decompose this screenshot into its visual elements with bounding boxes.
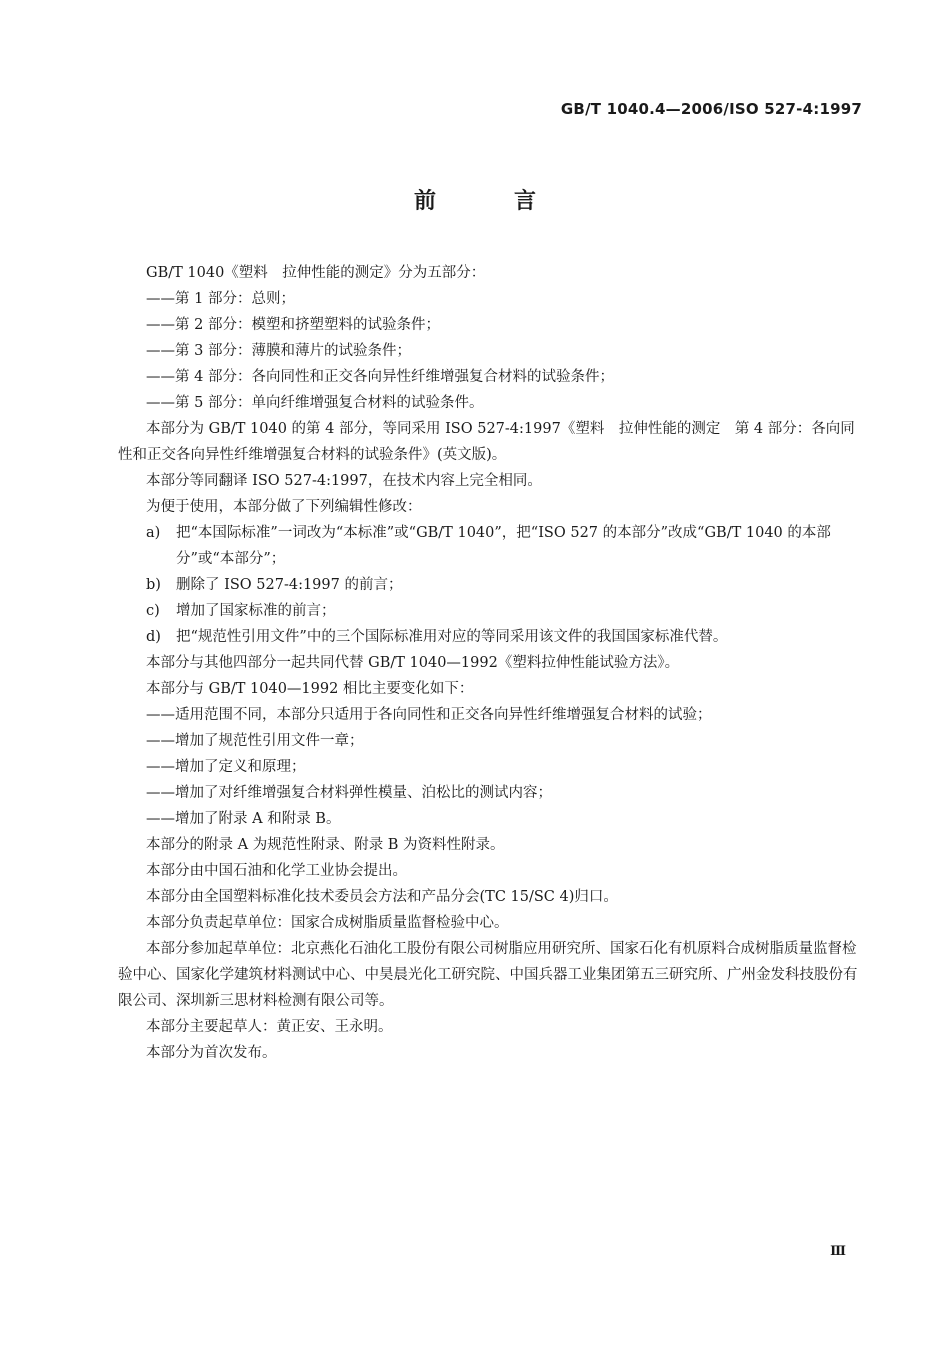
- standard-number: GB/T 1040.4—2006/ISO 527-4:1997: [560, 100, 862, 118]
- list-item: ——增加了附录 A 和附录 B。: [146, 811, 341, 827]
- list-item: ——增加了定义和原理；: [146, 759, 306, 775]
- list-item: ——适用范围不同，本部分只适用于各向同性和正交各向异性纤维增强复合材料的试验；: [146, 707, 712, 723]
- paragraph: 本部分与 GB/T 1040—1992 相比主要变化如下：: [146, 681, 474, 697]
- list-item: ——第 4 部分：各向同性和正交各向异性纤维增强复合材料的试验条件；: [146, 369, 614, 385]
- edit-item: [118, 598, 860, 624]
- list-item: ——第 5 部分：单向纤维增强复合材料的试验条件。: [146, 395, 484, 411]
- paragraph: 本部分由中国石油和化学工业协会提出。: [146, 863, 407, 879]
- edit-text: 增加了国家标准的前言；: [176, 603, 336, 619]
- edit-item: [118, 572, 860, 598]
- list-item: ——第 1 部分：总则；: [146, 291, 295, 307]
- paragraph: 本部分由全国塑料标准化技术委员会方法和产品分会(TC 15/SC 4)归口。: [146, 889, 618, 905]
- edit-marker: c): [146, 603, 160, 619]
- list-item: ——第 2 部分：模塑和挤塑塑料的试验条件；: [146, 317, 440, 333]
- edit-marker: a): [146, 525, 161, 541]
- edit-item: [118, 520, 860, 572]
- paragraph: 本部分为 GB/T 1040 的第 4 部分，等同采用 ISO 527-4:1997《塑料 拉伸性能的测定 第 4 部分：各向同性和正交各向异性纤维增强复合材料的试验条件》(英文版)。: [118, 421, 855, 463]
- edit-marker: d): [146, 629, 161, 645]
- edit-text: 把“本国际标准”一词改为“本标准”或“GB/T 1040”，把“ISO 527 的本部分”改成“GB/T 1040 的本部分”或“本部分”；: [176, 525, 831, 567]
- list-item: ——增加了对纤维增强复合材料弹性模量、泊松比的测试内容；: [146, 785, 552, 801]
- edit-item: [118, 624, 860, 650]
- edit-text: 删除了 ISO 527-4:1997 的前言；: [176, 577, 403, 593]
- paragraph: 本部分的附录 A 为规范性附录、附录 B 为资料性附录。: [146, 837, 505, 853]
- paragraph: 本部分负责起草单位：国家合成树脂质量监督检验中心。: [146, 915, 509, 931]
- paragraph: 本部分等同翻译 ISO 527-4:1997，在技术内容上完全相同。: [146, 473, 542, 489]
- paragraph: 本部分参加起草单位：北京燕化石油化工股份有限公司树脂应用研究所、国家石化有机原料合成树脂质量监督检验中心、国家化学建筑材料测试中心、中昊晨光化工研究院、中国兵器工业集团第五三研究所、广州金发科技股份有限公司、深圳新三思材料检测有限公司等。: [118, 941, 858, 1009]
- list-item: ——增加了规范性引用文件一章；: [146, 733, 364, 749]
- edit-text: 把“规范性引用文件”中的三个国际标准用对应的等同采用该文件的我国国家标准代替。: [176, 629, 728, 645]
- paragraph: 本部分与其他四部分一起共同代替 GB/T 1040—1992《塑料拉伸性能试验方法》。: [146, 655, 680, 671]
- list-item: ——第 3 部分：薄膜和薄片的试验条件；: [146, 343, 411, 359]
- paragraph: 本部分为首次发布。: [146, 1045, 277, 1061]
- edit-marker: b): [146, 577, 161, 593]
- paragraph: 为便于使用，本部分做了下列编辑性修改：: [146, 499, 422, 515]
- page-number: Ⅲ: [830, 1244, 846, 1259]
- foreword-body: [118, 260, 860, 1066]
- paragraph: GB/T 1040《塑料 拉伸性能的测定》分为五部分：: [146, 265, 486, 281]
- paragraph: 本部分主要起草人：黄正安、王永明。: [146, 1019, 393, 1035]
- page-title: 前 言: [413, 189, 564, 214]
